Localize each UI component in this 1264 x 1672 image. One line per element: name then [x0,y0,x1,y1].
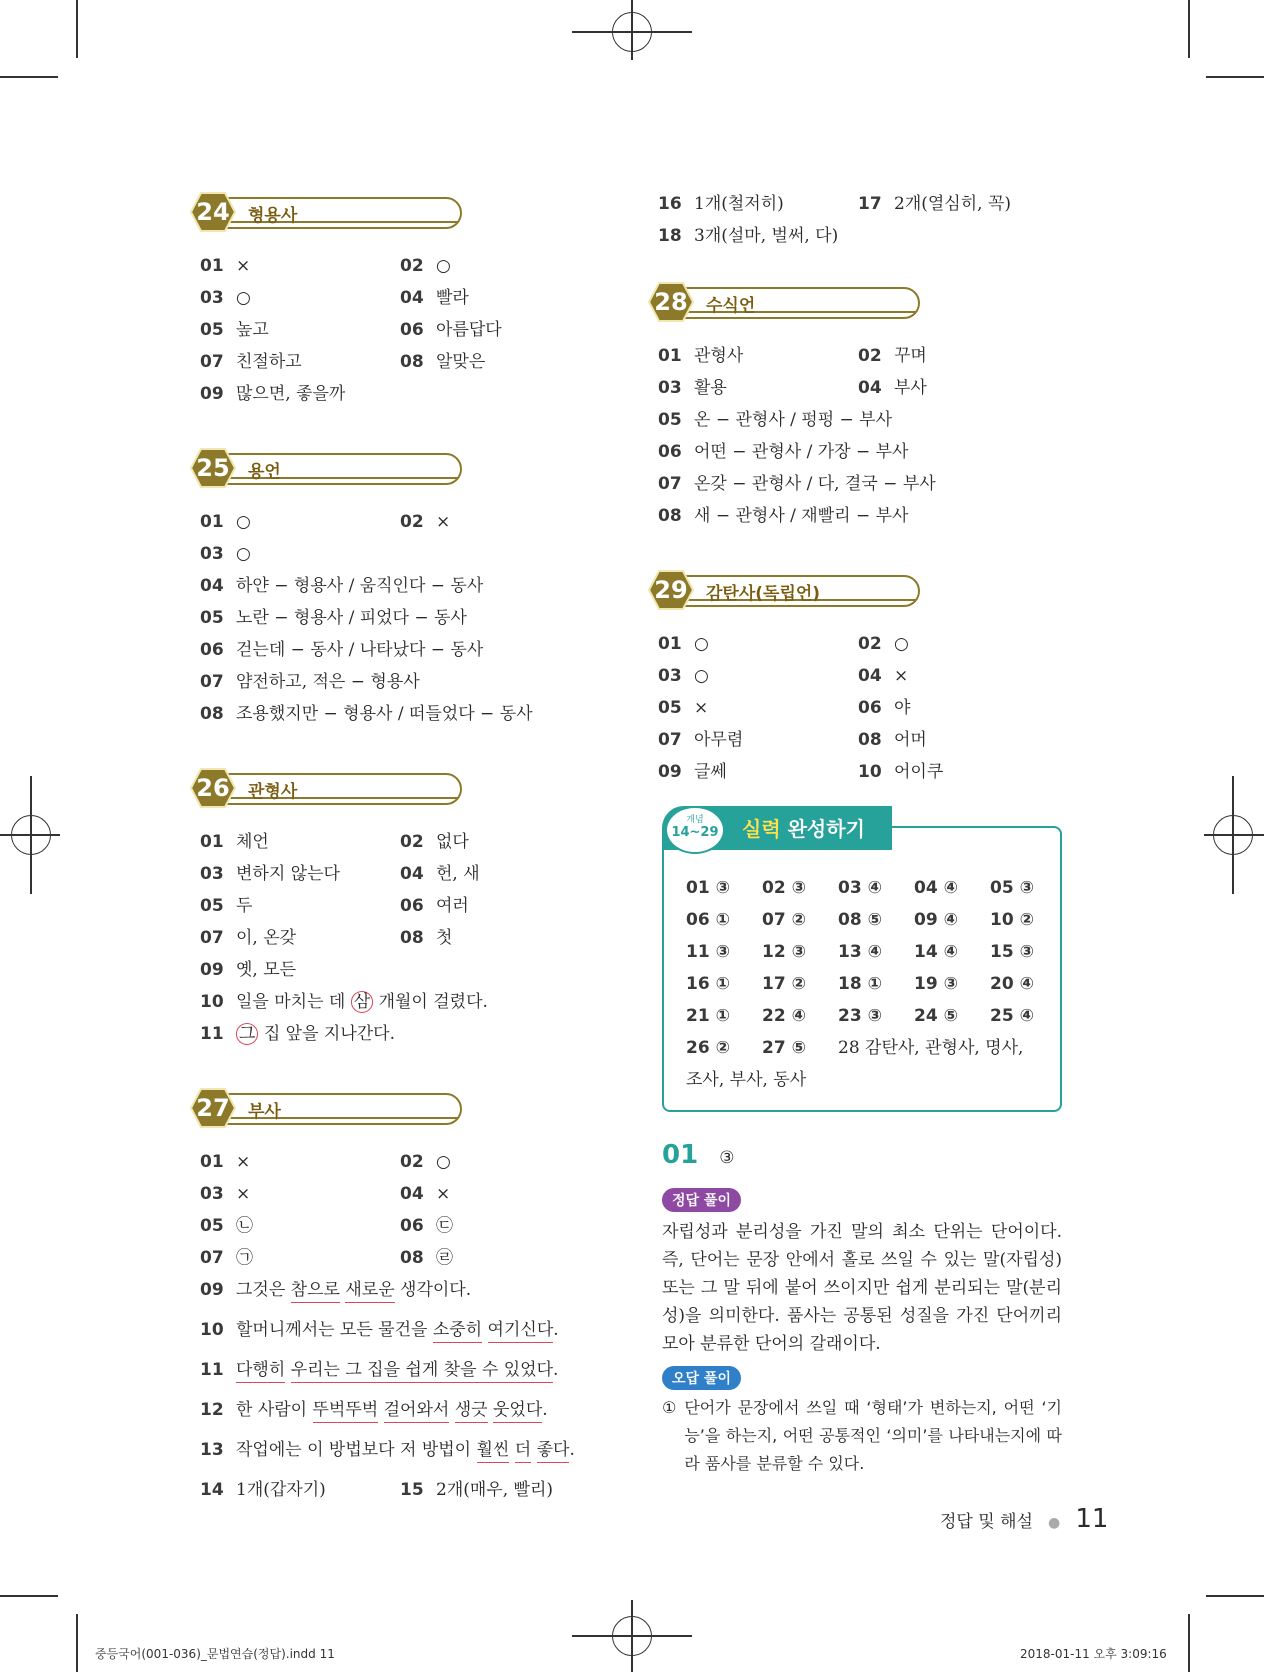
item-number: 02 [400,256,424,276]
grid-row [686,936,1046,968]
answer-text: ○ [236,512,251,532]
answer-row [190,602,610,634]
item-number: 15 [400,1480,424,1500]
item-number: 06 [658,442,682,462]
answer-text: 글쎄 [694,762,727,782]
item-mark: ① [662,1398,677,1417]
answer-text: . [569,1440,575,1460]
answer-text: 아무렴 [694,730,744,750]
grid-cell: 05 ③ [990,878,1034,898]
item-number: 11 [200,1024,224,1044]
grid-cell: 25 ④ [990,1006,1034,1026]
item-number: 11 [200,1360,224,1380]
answer-row [190,1474,610,1506]
answer-text: 변하지 않는다 [236,864,340,884]
underlined-word: 좋다 [537,1440,570,1463]
answer-row [190,538,610,570]
answer-row [190,314,610,346]
answer-text: . [553,1360,559,1380]
answer-row [648,756,1068,788]
answer-text: 1개(갑자기) [236,1480,326,1500]
grid-cell: 10 ② [990,910,1034,930]
registration-line [631,1600,633,1672]
answer-text [482,1320,487,1340]
item-number: 05 [200,320,224,340]
underlined-word: 소중히 [433,1320,482,1343]
answer-row [648,404,1068,436]
page-footer [940,1504,1108,1534]
answer-row [648,436,1068,468]
grid-cell: 02 ③ [762,878,806,898]
item-number: 05 [658,410,682,430]
answer-row [190,1354,610,1394]
answer-row [648,220,1068,252]
grid-row [686,1000,1046,1032]
grid-cell: 28 감탄사, 관형사, 명사, [838,1038,1024,1058]
answer-text: 옛, 모든 [236,960,297,980]
item-number: 05 [200,1216,224,1236]
answer-text: ㉣ [436,1248,453,1268]
answer-list-27-cont [648,188,1068,252]
grid-cell: 22 ④ [762,1006,806,1026]
item-number: 04 [400,288,424,308]
answer-text: 헌, 새 [436,864,480,884]
item-number: 05 [658,698,682,718]
item-number: 06 [200,640,224,660]
grid-row [686,1032,1046,1064]
answer-text [449,1400,454,1420]
item-number: 02 [858,346,882,366]
grid-cell: 07 ② [762,910,806,930]
answer-row [190,1210,610,1242]
correct-answer-label: 정답 풀이 [662,1188,741,1212]
grid-cell: 23 ③ [838,1006,882,1026]
concept-badge [665,806,725,854]
answer-text: 활용 [694,378,727,398]
answer-text: 일을 마치는 데 [236,992,351,1012]
answer-row [190,282,610,314]
section-title: 용언 [248,462,281,482]
answer-text: 많으면, 좋을까 [236,384,346,404]
answer-row [190,1394,610,1434]
answer-text: 작업에는 이 방법보다 저 방법이 [236,1440,477,1460]
answer-text: ○ [236,544,251,564]
answer-text: 온 − 관형사 / 펑펑 − 부사 [694,410,893,430]
answer-text: ㉡ [236,1216,253,1236]
answer-text: 온갖 − 관형사 / 다, 결국 − 부사 [694,474,936,494]
underlined-word: 다행히 [236,1360,285,1383]
answer-text: ○ [894,634,909,654]
item-number: 09 [658,762,682,782]
item-number: 08 [658,506,682,526]
answer-list-24 [190,250,610,410]
wrong-answer-label: 오답 풀이 [662,1366,741,1390]
wrong-answer-item [662,1394,1062,1478]
answer-row [190,858,610,890]
item-number: 09 [200,1280,224,1300]
item-number: 08 [400,1248,424,1268]
answer-text: ○ [694,666,709,686]
answer-text: 조용했지만 − 형용사 / 떠들었다 − 동사 [236,704,533,724]
answer-text: × [236,1152,251,1172]
answer-text: 어떤 − 관형사 / 가장 − 부사 [694,442,909,462]
file-info: 중등국어(001-036)_문법연습(정답).indd 11 [95,1647,335,1661]
item-number: 02 [400,512,424,532]
answer-row [190,922,610,954]
answer-row [190,346,610,378]
answer-row [190,634,610,666]
skill-test-title [742,813,865,842]
item-text: 단어가 문장에서 쓰일 때 ‘형태’가 변하는지, 어떤 ‘기능’을 하는지, 어떤 공통적인 ‘의미’를 나타내는지에 따라 품사를 분류할 수 있다. [684,1398,1062,1473]
grid-cell: 12 ③ [762,942,806,962]
answer-text: 관형사 [694,346,744,366]
answer-text: × [694,698,709,718]
badge-range: 14~29 [671,825,719,840]
answer-text: 걷는데 − 동사 / 나타났다 − 동사 [236,640,484,660]
item-number: 14 [200,1480,224,1500]
underlined-word: 참으로 [291,1280,340,1303]
grid-cell: 09 ④ [914,910,958,930]
item-number: 07 [200,928,224,948]
answer-text: 얌전하고, 적은 − 형용사 [236,672,420,692]
item-number: 01 [200,1152,224,1172]
item-number: 09 [200,384,224,404]
answer-text: 그것은 [236,1280,291,1300]
answer-text: 할머니께서는 모든 물건을 [236,1320,433,1340]
answer-row [190,378,610,410]
item-number: 02 [858,634,882,654]
item-number: 01 [200,832,224,852]
answer-text: 알맞은 [436,352,486,372]
answer-row [190,986,610,1018]
answer-text: 없다 [436,832,469,852]
section-number: 28 [654,288,688,316]
answer-text: ㉠ [236,1248,253,1268]
underlined-word: 걸어와서 [384,1400,450,1423]
item-number: 03 [200,864,224,884]
section-number: 27 [196,1094,230,1122]
item-number: 01 [658,346,682,366]
item-number: 10 [858,762,882,782]
answer-text: . [553,1320,559,1340]
answer-row [648,660,1068,692]
item-number: 10 [200,1320,224,1340]
test-answer-grid [686,872,1046,1096]
section-banner-27 [190,1088,610,1128]
section-banner-29 [648,570,1068,610]
grid-cell: 26 ② [686,1038,730,1058]
answer-text: ○ [436,1152,451,1172]
grid-cell: 20 ④ [990,974,1034,994]
item-number: 08 [400,352,424,372]
grid-cell: 27 ⑤ [762,1038,806,1058]
answer-text: 한 사람이 [236,1400,313,1420]
section-number: 24 [196,198,230,226]
answer-text: 3개(설마, 벌써, 다) [694,226,839,246]
item-number: 03 [200,544,224,564]
item-number: 05 [200,896,224,916]
answer-text: 어이쿠 [894,762,944,782]
answer-text: 야 [894,698,911,718]
crop-mark [76,0,78,58]
title-highlight: 실력 [742,817,781,841]
item-number: 07 [658,730,682,750]
section-banner-28 [648,282,1068,322]
grid-cell: 13 ④ [838,942,882,962]
item-number: 16 [658,194,682,214]
circled-word: 그 [236,1023,258,1045]
underlined-word: 더 [515,1440,531,1463]
item-number: 08 [858,730,882,750]
grid-row [686,904,1046,936]
item-number: 06 [400,896,424,916]
section-title: 부사 [248,1102,281,1122]
answer-text: × [436,1184,451,1204]
item-number: 01 [658,634,682,654]
crop-mark [1188,1614,1190,1672]
underlined-word: 생긋 [455,1400,488,1423]
answer-text: 1개(철저히) [694,194,784,214]
item-number: 09 [200,960,224,980]
grid-cell: 04 ④ [914,878,958,898]
section-title: 수식언 [706,296,756,316]
grid-cell: 17 ② [762,974,806,994]
print-timestamp: 2018-01-11 오후 3:09:16 [1020,1647,1167,1661]
grid-cell: 14 ④ [914,942,958,962]
grid-row [686,968,1046,1000]
answer-row [190,1018,610,1050]
explanation-answer: ③ [719,1148,735,1168]
section-banner-25 [190,448,610,488]
item-number: 10 [200,992,224,1012]
section-number: 29 [654,576,688,604]
answer-text: 하얀 − 형용사 / 움직인다 − 동사 [236,576,484,596]
answer-text: 집 앞을 지나간다. [258,1024,396,1044]
grid-cell: 16 ① [686,974,730,994]
answer-row [190,954,610,986]
explanation-number: 01 [662,1140,699,1170]
item-number: 07 [200,672,224,692]
answer-row [190,1178,610,1210]
item-number: 07 [658,474,682,494]
item-number: 08 [200,704,224,724]
answer-text: × [894,666,909,686]
item-number: 08 [400,928,424,948]
answer-text: 꾸며 [894,346,927,366]
answer-text: 두 [236,896,253,916]
explanation-paragraph: 자립성과 분리성을 가진 말의 최소 단위는 단어이다. 즉, 단어는 문장 안에서 홀로 쓰일 수 있는 말(자립성) 또는 그 말 뒤에 붙어 쓰이지만 쉽게 분리되는 말(분리성)을 의미한다. 품사는 공통된 성질을 가진 단어끼리 모아 분류한 단어의 갈래이다. [662,1222,1062,1354]
item-number: 06 [400,1216,424,1236]
answer-text: 2개(열심히, 꼭) [894,194,1011,214]
answer-text: 부사 [894,378,927,398]
grid-cell: 조사, 부사, 동사 [686,1070,807,1090]
item-number: 04 [400,1184,424,1204]
crop-mark [1206,76,1264,78]
item-number: 17 [858,194,882,214]
underlined-word: 훨씬 [477,1440,510,1463]
item-number: 07 [200,352,224,372]
answer-text: ○ [236,288,251,308]
item-number: 04 [858,666,882,686]
answer-row [648,692,1068,724]
answer-row [190,1146,610,1178]
grid-cell: 01 ③ [686,878,730,898]
answer-row [648,724,1068,756]
answer-text [285,1360,290,1380]
crop-mark [76,1614,78,1672]
item-number: 02 [400,832,424,852]
answer-text: 이, 온갖 [236,928,297,948]
answer-text: 빨라 [436,288,469,308]
title-rest: 완성하기 [780,817,865,841]
section-banner-24 [190,192,610,232]
answer-text: × [436,512,451,532]
registration-line [30,776,32,894]
item-number: 04 [400,864,424,884]
circled-word: 삼 [351,991,373,1013]
underlined-word: 여기신다 [488,1320,554,1343]
grid-cell: 15 ③ [990,942,1034,962]
item-number: 18 [658,226,682,246]
answer-text: 높고 [236,320,269,340]
answer-text: 어머 [894,730,927,750]
answer-list-26 [190,826,610,1050]
item-number: 06 [400,320,424,340]
item-number: 12 [200,1400,224,1420]
grid-cell: 24 ⑤ [914,1006,958,1026]
item-number: 03 [658,666,682,686]
item-number: 13 [200,1440,224,1460]
answer-text: ○ [436,256,451,276]
answer-row [648,500,1068,532]
grid-cell: 11 ③ [686,942,730,962]
answer-row [190,506,610,538]
underlined-word: 우리는 그 집을 쉽게 찾을 수 있었다 [291,1360,553,1383]
answer-text [531,1440,536,1460]
answer-text: 체언 [236,832,269,852]
answer-row [648,372,1068,404]
registration-line [1204,834,1264,836]
grid-row [686,1064,1046,1096]
grid-cell: 18 ① [838,974,882,994]
item-number: 03 [200,288,224,308]
section-number: 25 [196,454,230,482]
underlined-word: 웃었다 [493,1400,542,1423]
answer-row [648,188,1068,220]
explanation-heading [662,1140,735,1170]
answer-row [190,250,610,282]
answer-text: 2개(매우, 빨리) [436,1480,553,1500]
item-number: 03 [658,378,682,398]
item-number: 07 [200,1248,224,1268]
page-number: 11 [1075,1504,1109,1534]
grid-cell: 08 ⑤ [838,910,882,930]
answer-text: 개월이 걸렸다. [373,992,488,1012]
answer-row [190,890,610,922]
item-number: 01 [200,512,224,532]
answer-text: 노란 − 형용사 / 피었다 − 동사 [236,608,467,628]
answer-row [648,340,1068,372]
registration-line [631,0,633,60]
answer-row [190,698,610,730]
answer-text: ㉢ [436,1216,453,1236]
answer-text: × [236,256,251,276]
item-number: 06 [858,698,882,718]
answer-list-29 [648,628,1068,788]
grid-cell: 19 ③ [914,974,958,994]
crop-mark [1188,0,1190,58]
grid-cell: 06 ① [686,910,730,930]
answer-row [648,628,1068,660]
answer-text: . [542,1400,548,1420]
grid-row [686,872,1046,904]
crop-mark [0,1595,58,1597]
crop-mark [0,76,58,78]
underlined-word: 뚜벅뚜벅 [313,1400,379,1423]
section-number: 26 [196,774,230,802]
right-column [648,188,1068,788]
grid-cell: 03 ④ [838,878,882,898]
answer-list-27 [190,1146,610,1506]
answer-text: ○ [694,634,709,654]
answer-row [190,826,610,858]
item-number: 05 [200,608,224,628]
item-number: 03 [200,1184,224,1204]
crop-mark [1206,1595,1264,1597]
answer-list-28 [648,340,1068,532]
item-number: 01 [200,256,224,276]
section-title: 감탄사(독립언) [706,584,821,604]
section-title: 형용사 [248,206,298,226]
answer-row [190,1274,610,1314]
footer-label: 정답 및 해설 [940,1512,1033,1532]
badge-label: 개념 [686,815,704,825]
section-banner-26 [190,768,610,808]
answer-text: 여러 [436,896,469,916]
answer-row [648,468,1068,500]
item-number: 04 [858,378,882,398]
answer-list-25 [190,506,610,730]
answer-text: 새 − 관형사 / 재빨리 − 부사 [694,506,909,526]
answer-text: × [236,1184,251,1204]
item-number: 04 [200,576,224,596]
underlined-word: 새로운 [345,1280,394,1303]
answer-text [378,1400,383,1420]
item-number: 02 [400,1152,424,1172]
answer-row [190,1314,610,1354]
answer-text: 생각이다. [394,1280,472,1300]
answer-row [190,1434,610,1474]
registration-line [1232,776,1234,894]
answer-text: 아름답다 [436,320,502,340]
section-title: 관형사 [248,782,298,802]
bullet-icon: ● [1048,1515,1061,1531]
grid-cell: 21 ① [686,1006,730,1026]
answer-row [190,666,610,698]
answer-row [190,1242,610,1274]
explanation-body [662,1188,1062,1478]
answer-text [509,1440,514,1460]
answer-text: 첫 [436,928,453,948]
answer-row [190,570,610,602]
answer-text: 친절하고 [236,352,302,372]
left-column [190,192,610,1506]
